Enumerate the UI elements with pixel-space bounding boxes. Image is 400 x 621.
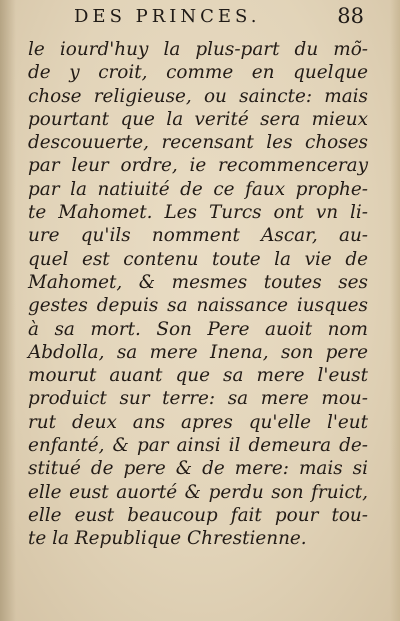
text-line: Mahomet, & mesmes toutes ses <box>28 271 368 293</box>
text-line: produict sur terre: sa mere mou- <box>28 388 368 410</box>
text-line: pourtant que la verité sera mieux <box>28 108 368 130</box>
text-line: descouuerte, recensant les choses <box>28 132 368 154</box>
text-line: te la Republique Chrestienne. <box>28 528 307 550</box>
text-line: elle eust auorté & perdu son fruict, <box>28 481 368 503</box>
text-line: Abdolla, sa mere Inena, son pere <box>28 341 368 363</box>
text-line: enfanté, & par ainsi il demeura de- <box>28 435 368 457</box>
text-line: elle eust beaucoup fait pour tou- <box>28 504 368 526</box>
text-line: par la natiuité de ce faux prophe- <box>28 178 368 200</box>
text-line: rut deux ans apres qu'elle l'eut <box>28 411 368 433</box>
text-line: stitué de pere & de mere: mais si <box>28 458 368 480</box>
text-line: de y croit, comme en quelque <box>28 62 368 84</box>
text-line: mourut auant que sa mere l'eust <box>28 365 368 387</box>
text-line: ure qu'ils nomment Ascar, au- <box>28 225 368 247</box>
text-line: quel est contenu toute la vie de <box>28 248 368 270</box>
text-line: gestes depuis sa naissance iusques <box>28 295 368 317</box>
text-line: à sa mort. Son Pere auoit nom <box>28 318 368 340</box>
text-line: le iourd'huy la plus-part du mõ- <box>28 39 368 60</box>
binding-gutter-shadow <box>0 0 16 621</box>
text-line: chose religieuse, ou saincte: mais <box>28 85 368 107</box>
text-line: te Mahomet. Les Turcs ont vn li- <box>28 202 368 224</box>
page-number: 88 <box>337 4 364 28</box>
page-header <box>44 4 364 30</box>
text-line: par leur ordre, ie recommenceray <box>28 155 368 177</box>
body-text <box>28 38 368 551</box>
page-edge-shadow <box>390 0 400 621</box>
running-head: DES PRINCES. <box>74 6 261 27</box>
